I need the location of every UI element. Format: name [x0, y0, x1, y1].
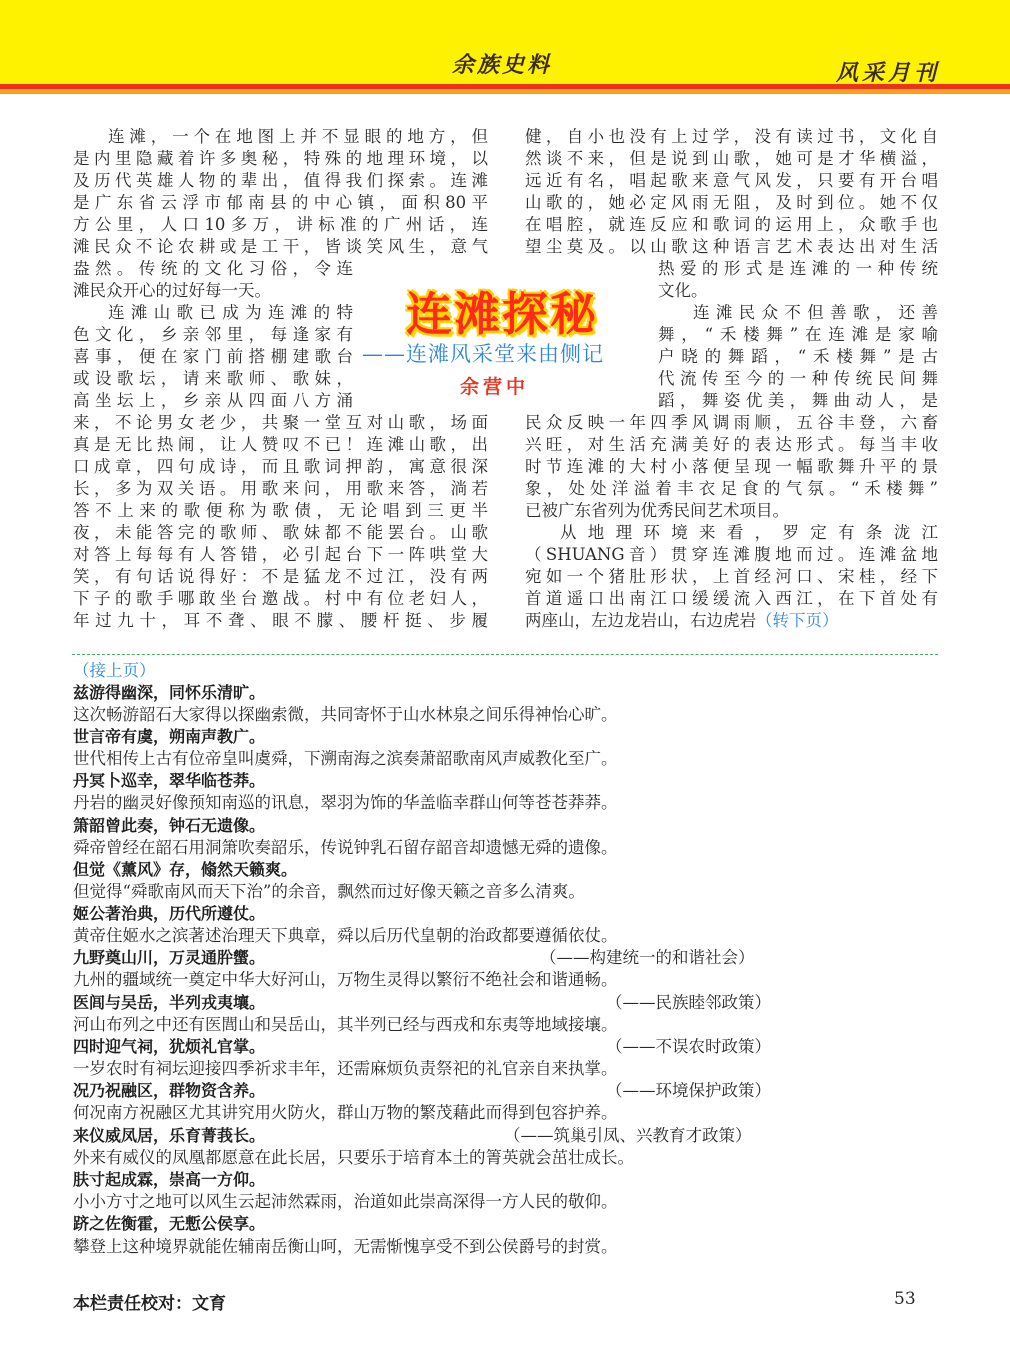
text-line: 连滩民众不但善歌，还善 — [693, 303, 938, 322]
text-line: 下子的歌手哪敢坐台邀战。村中有位老妇人， — [73, 589, 488, 608]
poem-line: 四时迎气祠，犹烦礼官掌。 — [73, 1037, 266, 1056]
poem-line: 九野奠山川，万灵通肸蠁。 — [73, 948, 266, 967]
text-line: 来，不论男女老少，共聚一堂互对山歌，场面 — [73, 413, 488, 432]
article-author: 余营中 — [460, 376, 530, 398]
page-number: 53 — [894, 1289, 916, 1309]
text-line: 宛如一个猪肚形状，上首经河口、宋桂，经下 — [525, 567, 938, 586]
text-line: 已被广东省列为优秀民间艺术项目。 — [525, 501, 789, 520]
text-line: 滩民众开心的过好每一天。 — [73, 281, 271, 300]
policy-note: （——民族睦邻政策） — [606, 993, 771, 1012]
text-line: 望尘莫及。以山歌这种语言艺术表达出对生活 — [525, 237, 938, 256]
text-line: （SHUANG音）贯穿连滩腹地而过。连滩盆地 — [525, 545, 938, 564]
text-line: 及历代英雄人物的辈出，值得我们探索。连滩 — [73, 171, 488, 190]
text-line: 答不上来的歌便称为歌债，无论唱到三更半 — [73, 501, 488, 520]
text-line: 对答上每每有人答错，必引起台下一阵哄堂大 — [73, 545, 488, 564]
poem-line: 姬公著治典，历代所遵仗。 — [73, 904, 266, 923]
text-line: 然谈不来，但是说到山歌，她可是才华横溢， — [525, 149, 938, 168]
policy-note: （——环境保护政策） — [606, 1081, 771, 1100]
text-line: 长，多为双关语。用歌来问，用歌来答，淌若 — [73, 479, 488, 498]
text-line: 文化。 — [658, 281, 708, 300]
text-line: 色文化，乡亲邻里，每逢家有 — [73, 325, 353, 344]
article-title: 连滩探秘 — [406, 287, 598, 341]
poem-line: 但觉《薰风》存，翛然天籁爽。 — [73, 860, 298, 879]
text-line: 首道遥口出南江口缓缓流入西江，在下首处有 — [525, 589, 938, 608]
text-line — [525, 610, 938, 632]
poem-explanation: 河山布列之中还有医閭山和吴岳山，其半列已经与西戎和东夷等地域接壤。 — [73, 1015, 618, 1034]
text-line: 热爱的形式是连滩的一种传统 — [658, 259, 938, 278]
policy-note: （——构建统一的和谐社会） — [540, 948, 755, 967]
text-line: 笑，有句话说得好：不是猛龙不过江，没有两 — [73, 567, 488, 586]
magazine-name: 风采月刊 — [836, 61, 941, 86]
text-line: 或设歌坛，请来歌师、歌妹， — [73, 369, 353, 388]
poem-explanation: 但觉得“舜歌南风而天下治”的余音，飘然而过好像天籁之音多么清爽。 — [73, 882, 585, 901]
poem-line: 箫韶曾此奏，钟石无遗像。 — [73, 816, 266, 835]
poem-line: 兹游得幽深，同怀乐清旷。 — [73, 683, 266, 702]
text-line: 盎然。传统的文化习俗，令连 — [73, 259, 353, 278]
poem-explanation: 何况南方祝融区尤其讲究用火防火，群山万物的繁茂藉此而得到包容护养。 — [73, 1103, 618, 1122]
text-line: 连滩山歌已成为连滩的特 — [108, 303, 353, 322]
poem-explanation: 外来有威仪的凤凰都愿意在此长居，只要乐于培育本土的箐英就会茁壮成长。 — [73, 1148, 634, 1167]
text-line: 口成章，四句成诗，而且歌词押韵，寓意很深 — [73, 457, 488, 476]
text-line: 方公里，人口10多万，讲标准的广州话，连 — [73, 215, 488, 234]
poem-line: 肤寸起成霖，崇高一方仰。 — [73, 1170, 266, 1189]
text-line: 从地理环境来看，罗定有条泷江 — [560, 523, 938, 542]
poem-explanation: 这次畅游韶石大家得以探幽索微，共同寄怀于山水林泉之间乐得神怡心旷。 — [73, 705, 618, 724]
poem-explanation: 小小方寸之地可以风生云起沛然霖雨，治道如此崇高深得一方人民的敬仰。 — [73, 1192, 618, 1211]
text-line: 是内里隐藏着许多奥秘，特殊的地理环境，以 — [73, 149, 488, 168]
poem-explanation: 丹岩的幽灵好像预知南巡的讯息，翠羽为饰的华盖临幸群山何等苍苍莽莽。 — [73, 793, 618, 812]
text-line: 户晓的舞蹈，“禾楼舞”是古 — [658, 347, 938, 366]
text-line: 山歌的，她必定风雨无阻，及时到位。她不仅 — [525, 193, 938, 212]
text-line: 年过九十，耳不聋、眼不朦、腰杆挺、步履 — [73, 611, 488, 630]
header-divider-orange — [0, 89, 1010, 94]
poem-explanation: 黄帝住姬水之滨著述治理天下典章，舜以后历代皇朝的治政都要遵循依仗。 — [73, 926, 618, 945]
section-divider — [72, 654, 938, 655]
text-line: 真是无比热闹，让人赞叹不已！连滩山歌，出 — [73, 435, 488, 454]
continue-next-page-link[interactable]: （转下页） — [756, 611, 839, 630]
text-line: 滩民众不论农耕或是工干，皆谈笑风生，意气 — [73, 237, 488, 256]
section-title: 余族史料 — [452, 53, 553, 78]
text-line: 兴旺，对生活充满美好的表达形式。每当丰收 — [525, 435, 938, 454]
text-line: 喜事，便在家门前搭棚建歌台 — [73, 347, 353, 366]
text-line: 时节连滩的大村小落便呈现一幅歌舞升平的景 — [525, 457, 938, 476]
text-line: 民众反映一年四季风调雨顺，五谷丰登，六畜 — [525, 413, 938, 432]
poem-line: 丹冥卜巡幸，翠华临苍莽。 — [73, 771, 266, 790]
poem-explanation: 一岁农时有祠坛迎接四季祈求丰年，还需麻烦负责祭祀的礼官亲自来执掌。 — [73, 1059, 618, 1078]
poem-explanation: 攀登上这种境界就能佐辅南岳衡山呵，无需惭愧享受不到公侯爵号的封赏。 — [73, 1237, 618, 1256]
text-line: 舞，“禾楼舞”在连滩是家喻 — [658, 325, 938, 344]
text-line: 是广东省云浮市郁南县的中心镇，面积80平 — [73, 193, 488, 212]
text-line: 蹈，舞姿优美，舞曲动人，是 — [658, 391, 938, 410]
poem-explanation: 舜帝曾经在韶石用洞箫吹奏韶乐，传说钟乳石留存韶音却遗憾无舜的遗像。 — [73, 838, 618, 857]
poem-line: 医闾与吴岳，半列戎夷壤。 — [73, 993, 266, 1012]
text-line: 连滩，一个在地图上并不显眼的地方，但 — [108, 127, 488, 146]
text-line: 健，自小也没有上过学，没有读过书，文化自 — [525, 127, 938, 146]
text-line: 远近有名，唱起歌来意气风发，只要有开台唱 — [525, 171, 938, 190]
text-line: 在唱腔，就连反应和歌词的运用上，众歌手也 — [525, 215, 938, 234]
text-line: 高坐坛上，乡亲从四面八方涌 — [73, 391, 353, 410]
text-line-content: 两座山，左边龙岩山，右边虎岩 — [525, 611, 756, 630]
policy-note: （——筑巢引凤、兴教育才政策） — [504, 1126, 752, 1145]
article-subtitle: ——连滩风采堂来由侧记 — [362, 342, 604, 366]
poem-line: 世言帝有虞，朔南声教广。 — [73, 727, 266, 746]
poem-line: 来仪威凤居，乐育菁莪长。 — [73, 1126, 266, 1145]
proofreader-credit: 本栏责任校对：文育 — [73, 1294, 226, 1314]
poem-explanation: 世代相传上古有位帝皇叫虞舜，下溯南海之滨奏萧韶歌南风声威教化至广。 — [73, 749, 618, 768]
text-line: 象，处处洋溢着丰衣足食的气氛。“禾楼舞” — [525, 479, 938, 498]
policy-note: （——不误农时政策） — [606, 1037, 771, 1056]
text-line: 代流传至今的一种传统民间舞 — [658, 369, 938, 388]
poem-explanation: 九州的疆域统一奠定中华大好河山，万物生灵得以繁衍不绝社会和谐通畅。 — [73, 970, 618, 989]
poem-line: 况乃祝融区，群物资含养。 — [73, 1081, 266, 1100]
text-line: 夜，未能答完的歌师、歌妹都不能罢台。山歌 — [73, 523, 488, 542]
poem-line: 跻之佐衡霍，无慙公侯享。 — [73, 1214, 266, 1233]
continued-from-label: （接上页） — [73, 661, 156, 680]
